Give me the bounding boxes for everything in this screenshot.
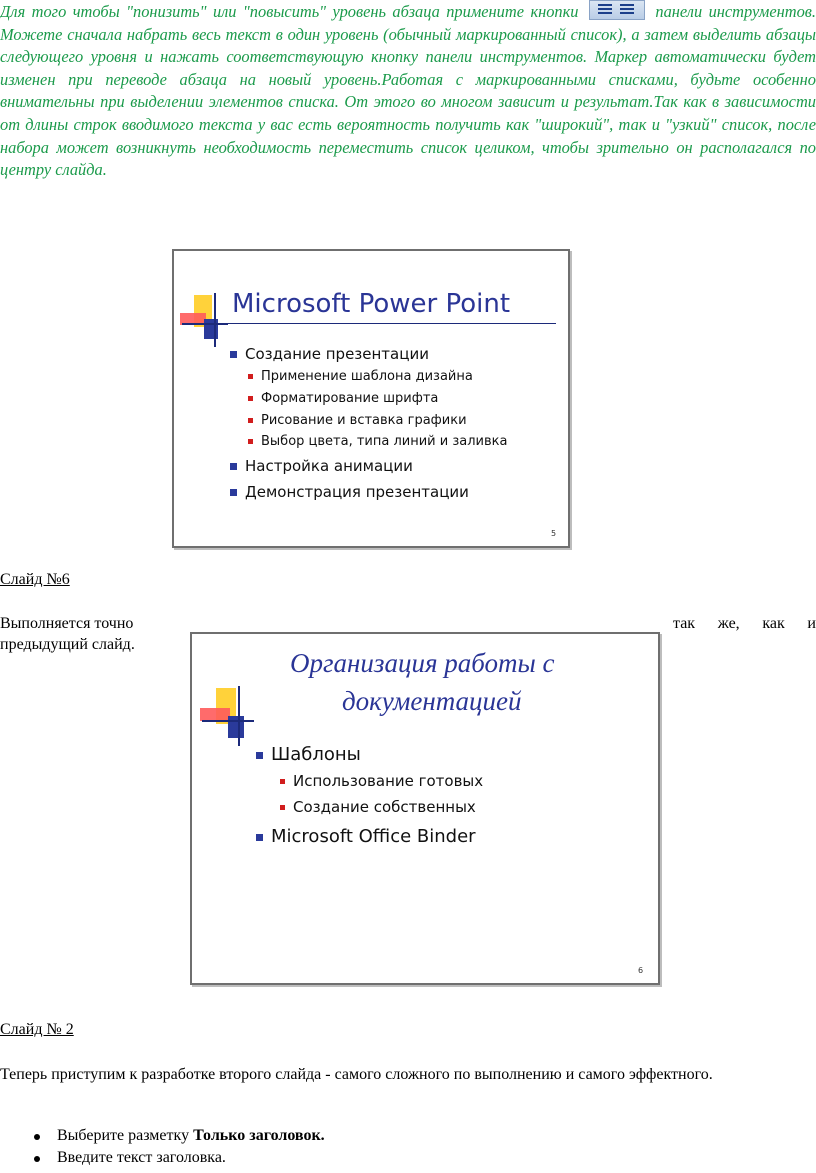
- intro-text-end: панели инструментов. Можете сначала набрать весь текст в один уровень (обычный маркированный список), а затем выделить абзацы следующего уровня и нажать соответствующую кнопку панели инструментов. Маркер автоматически будет изменен при переводе абзаца на новый уровень.Работая с маркированными списками, будьте особенно внимательны при выделении элементов списка. От этого во многом зависит и результат.Так как в зависимости от длины строк вводимого текста у вас есть вероятность получить как "широкий", так и "узкий" список, после набора может возникнуть необходимость переместить список целиком, чтобы зрительно он располагался по центру слайда.: [0, 2, 816, 180]
- slide-5-item: Создание презентации: [230, 345, 429, 363]
- intro-paragraph: [0, 0, 816, 182]
- list-item: Введите текст заголовка.: [0, 1147, 325, 1169]
- slide-5-image: [172, 249, 570, 548]
- section-heading-slide-2: Слайд № 2: [0, 1021, 74, 1038]
- section-2-bullets: [0, 1125, 325, 1169]
- title-underline: [226, 323, 556, 324]
- slide-5-subitem: Форматирование шрифта: [248, 391, 438, 406]
- section-2-text: Теперь приступим к разработке второго слайда - самого сложного по выполнению и самого эффектного.: [0, 1066, 713, 1083]
- slide-6-subitem: Создание собственных: [280, 798, 476, 816]
- slide-5-item: Настройка анимации: [230, 457, 413, 475]
- slide-6-title-line1: Организация работы с: [290, 648, 555, 678]
- list-item: Выберите разметку Только заголовок.: [0, 1125, 325, 1147]
- slide-6-image: [190, 632, 660, 985]
- slide-6-item: Шаблоны: [256, 744, 361, 765]
- section-6-text-line2: предыдущий слайд.: [0, 636, 135, 653]
- section-6-text-left: Выполняется точно: [0, 615, 134, 632]
- indent-outdent-buttons-icon: [589, 0, 645, 20]
- slide-5-number: 5: [551, 529, 557, 538]
- slide-6-title-line2: документацией: [342, 686, 522, 716]
- slide-5-title: Microsoft Power Point: [232, 289, 511, 319]
- intro-text-start: Для того чтобы "понизить" или "повысить" уровень абзаца примените кнопки: [0, 2, 579, 21]
- slide-6-number: 6: [638, 966, 644, 975]
- slide-5-subitem: Рисование и вставка графики: [248, 413, 467, 428]
- section-heading-slide-6: Слайд №6: [0, 571, 70, 588]
- slide-5-subitem: Выбор цвета, типа линий и заливка: [248, 434, 507, 449]
- slide-5-subitem: Применение шаблона дизайна: [248, 369, 473, 384]
- slide-5-item: Демонстрация презентации: [230, 483, 469, 501]
- section-6-text-right: так же, как и: [673, 615, 816, 632]
- slide-6-subitem: Использование готовых: [280, 772, 483, 790]
- slide-6-item: Microsoft Office Binder: [256, 826, 476, 847]
